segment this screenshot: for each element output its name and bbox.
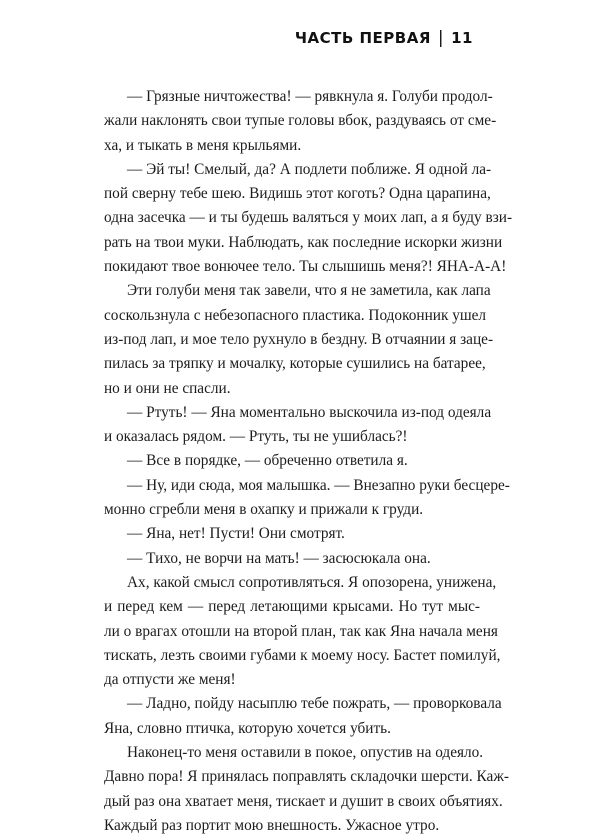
- text-line: жали наклонять свои тупые головы вбок, раздуваясь от сме-: [104, 112, 497, 130]
- text-line: из-под лап, и мое тело рухнуло в бездну. В отчаянии я заце-: [104, 330, 494, 348]
- text-line: монно сгребли меня в охапку и прижали к груди.: [104, 501, 424, 519]
- text-line: Эти голуби меня так завели, что я не заметила, как лапа: [127, 282, 491, 300]
- text-line: тискать, лезть своими губами к моему носу. Бастет помилуй,: [104, 646, 501, 664]
- body-text: [104, 85, 513, 838]
- text-line: — Тихо, не ворчи на мать! — засюсюкала она.: [127, 549, 431, 567]
- text-line: пой сверну тебе шею. Видишь этот коготь? Одна царапина,: [104, 185, 491, 203]
- text-line: Давно пора! Я принялась поправлять складочки шерсти. Каж-: [104, 768, 510, 786]
- header-separator: |: [437, 28, 445, 48]
- text-line: Яна, словно птичка, которую хочется убить.: [104, 719, 391, 737]
- text-line: пилась за тряпку и мочалку, которые сушились на батарее,: [104, 355, 486, 373]
- text-line: — Ладно, пойду насыплю тебе пожрать, — проворковала: [127, 695, 502, 713]
- text-line: и перед кем — перед летающими крысами. Но тут мыс-: [104, 598, 480, 616]
- running-head: [295, 28, 473, 48]
- page-number: 11: [451, 29, 473, 47]
- text-line: рать на твои муки. Наблюдать, как последние искорки жизни: [104, 233, 503, 251]
- text-line: но и они не спасли.: [104, 379, 231, 397]
- text-line: Ах, какой смысл сопротивляться. Я опозорена, унижена,: [127, 573, 497, 591]
- text-line: да отпусти же меня!: [104, 671, 236, 689]
- text-line: — Эй ты! Смелый, да? А подлети поближе. Я одной ла-: [127, 160, 492, 178]
- chapter-title: ЧАСТЬ ПЕРВАЯ: [294, 29, 431, 47]
- text-line: одна засечка — и ты будешь валяться у моих лап, а я буду взи-: [104, 209, 513, 227]
- text-line: — Ну, иди сюда, моя малышка. — Внезапно руки бесцере-: [127, 476, 510, 494]
- text-line: Наконец-то меня оставили в покое, опустив на одеяло.: [127, 744, 484, 762]
- text-line: дый раз она хватает меня, тискает и душит в своих объятиях.: [104, 792, 503, 810]
- text-line: — Ртуть! — Яна моментально выскочила из-под одеяла: [127, 403, 492, 421]
- text-line: ли о врагах отошли на второй план, так как Яна начала меня: [104, 622, 498, 640]
- text-line: соскользнула с небезопасного пластика. Подоконник ушел: [104, 306, 487, 324]
- text-line: — Яна, нет! Пусти! Они смотрят.: [127, 525, 345, 543]
- text-line: — Грязные ничтожества! — рявкнула я. Голуби продол-: [127, 88, 493, 105]
- text-line: — Все в порядке, — обреченно ответила я.: [127, 452, 408, 470]
- text-line: ха, и тыкать в меня крыльями.: [104, 136, 302, 154]
- text-line: Каждый раз портит мою внешность. Ужасное утро.: [104, 816, 440, 834]
- text-line: и оказалась рядом. — Ртуть, ты не ушиблась?!: [104, 428, 408, 446]
- text-line: покидают твое вонючее тело. Ты слышишь меня?! ЯНА-А-А!: [104, 258, 507, 276]
